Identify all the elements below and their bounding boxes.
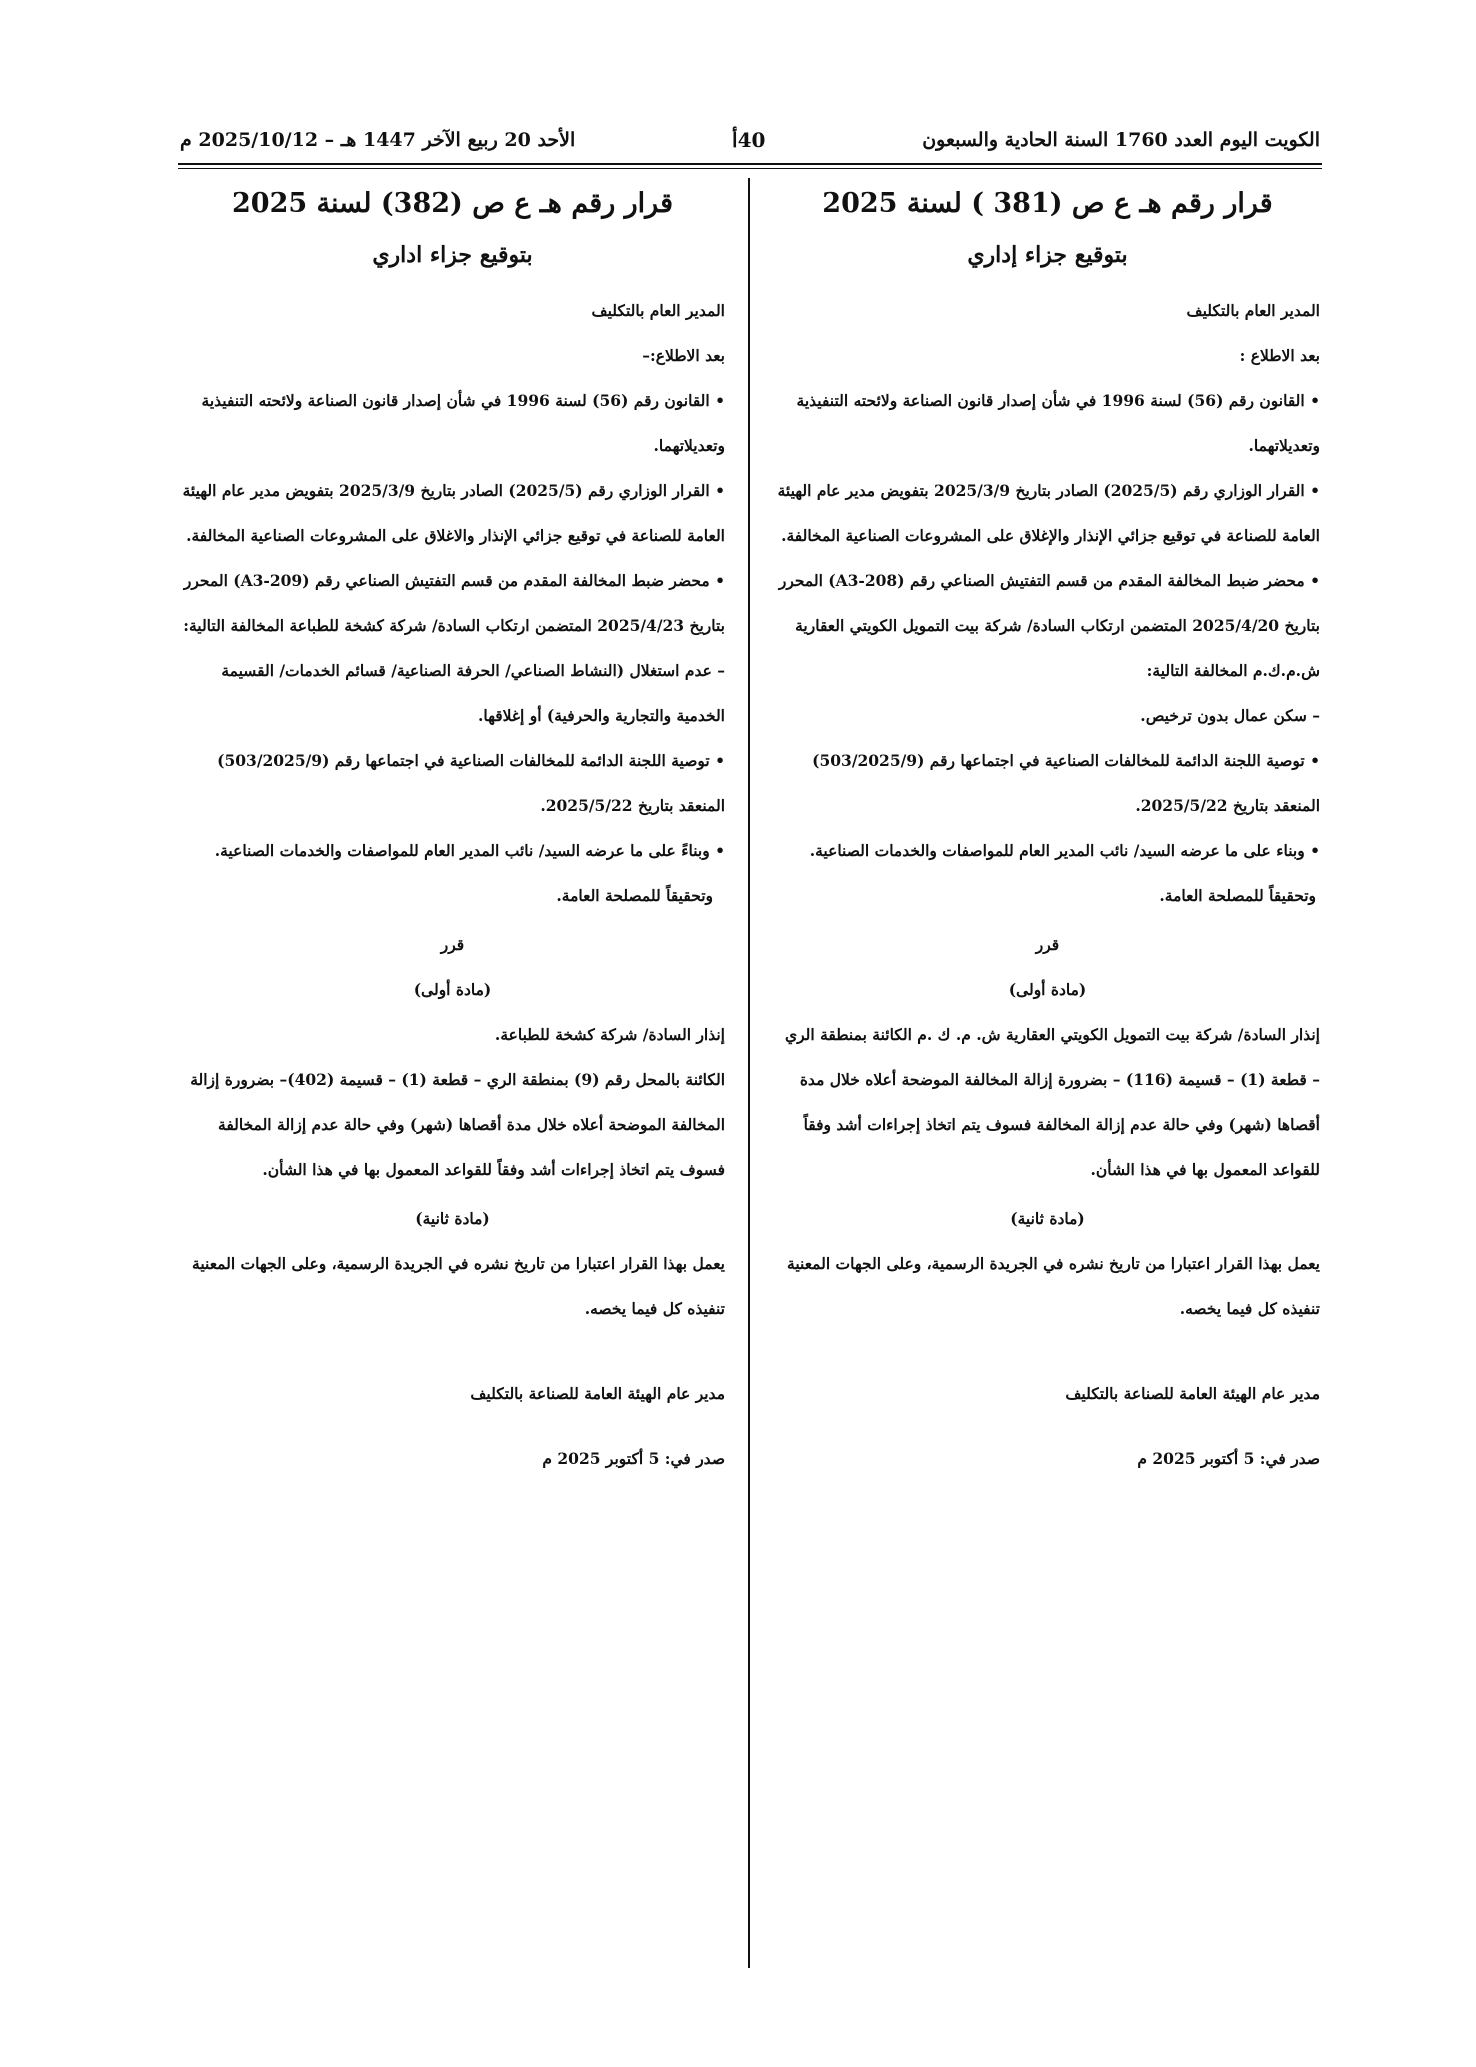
decision-line: وتحقيقاً للمصلحة العامة. [1159,885,1316,905]
decision-381-column [775,186,1320,1496]
article-2-heading: (مادة ثانية) [415,1208,490,1228]
decision-line: المدير العام بالتكليف [1186,300,1320,320]
header-gazette-info: الكويت اليوم العدد 1760 السنة الحادية والسبعون [922,129,1320,151]
signature: مدير عام الهيئة العامة للصناعة بالتكليف [470,1383,725,1403]
decision-line: المدير العام بالتكليف [591,300,725,320]
decision-line: بعد الاطلاع:– [642,345,725,365]
article-2-heading: (مادة ثانية) [1010,1208,1085,1228]
decision-subtitle: بتوقيع جزاء إداري [967,242,1128,269]
decision-line: • محضر ضبط المخالفة المقدم من قسم التفتيش الصناعي رقم (A3-209) المحرر بتاريخ 2025/4/23 المتضمن ارتكاب السادة/ شركة كشخة للطباعة المخالفة التالية: [183,570,725,635]
article-2-text: يعمل بهذا القرار اعتبارا من تاريخ نشره في الجريدة الرسمية، وعلى الجهات المعنية تنفيذه كل فيما يخصه. [192,1253,725,1318]
decision-title: قرار رقم هـ ع ص (382) لسنة 2025 [232,188,673,219]
issued-date: صدر في: 5 أكتوبر 2025 م [542,1448,725,1468]
decision-line: • توصية اللجنة الدائمة للمخالفات الصناعية في اجتماعها رقم (503/2025/9) المنعقد بتاريخ 2025/5/22. [812,750,1320,815]
decision-line: • القرار الوزاري رقم (2025/5) الصادر بتاريخ 2025/3/9 بتفويض مدير عام الهيئة العامة للصناعة في توقيع جزائي الإنذار والإغلاق على المشروعات الصناعية المخالفة. [777,480,1320,545]
decided-heading: قرر [1035,934,1060,954]
decision-line: • محضر ضبط المخالفة المقدم من قسم التفتيش الصناعي رقم (A3-208) المحرر بتاريخ 2025/4/20 المتضمن ارتكاب السادة/ شركة بيت التمويل الكويتي العقارية ش.م.ك.م المخالفة التالية: [778,570,1320,680]
decision-title: قرار رقم هـ ع ص (381 ) لسنة 2025 [822,188,1273,219]
decision-line: – سكن عمال بدون ترخيص. [1140,705,1320,725]
issued-date: صدر في: 5 أكتوبر 2025 م [1137,1448,1320,1468]
decision-line: – عدم استغلال (النشاط الصناعي/ الحرفة الصناعية/ قسائم الخدمات/ القسيمة الخدمية والتجارية والحرفية) أو إغلاقها. [221,660,725,725]
decision-line: • وبناءً على ما عرضه السيد/ نائب المدير العام للمواصفات والخدمات الصناعية. [214,840,725,860]
decision-line: • وبناء على ما عرضه السيد/ نائب المدير العام للمواصفات والخدمات الصناعية. [809,840,1320,860]
decided-heading: قرر [440,934,465,954]
header-rule-thin [178,168,1322,169]
article-1-text-b: الكائنة بالمحل رقم (9) بمنطقة الري – قطعة (1) – قسيمة (402)– بضرورة إزالة المخالفة الموضحة أعلاه خلال مدة أقصاها (شهر) وفي حالة عدم إزالة المخالفة فسوف يتم اتخاذ إجراءات أشد وفقاً للقواعد المعمول بها في هذا الشأن. [190,1069,725,1179]
column-divider [748,178,750,1968]
decision-line: • القرار الوزاري رقم (2025/5) الصادر بتاريخ 2025/3/9 بتفويض مدير عام الهيئة العامة للصناعة في توقيع جزائي الإنذار والاغلاق على المشروعات الصناعية المخالفة. [182,480,725,545]
decision-line: • القانون رقم (56) لسنة 1996 في شأن إصدار قانون الصناعة ولائحته التنفيذية وتعديلاتهما. [796,390,1320,455]
decision-line: • القانون رقم (56) لسنة 1996 في شأن إصدار قانون الصناعة ولائحته التنفيذية وتعديلاتهما. [201,390,725,455]
decision-line: بعد الاطلاع : [1239,345,1320,365]
article-1-heading: (مادة أولى) [1008,979,1087,999]
header-rule-thick [178,163,1322,165]
article-1-text-a: إنذار السادة/ شركة كشخة للطباعة. [494,1024,725,1044]
decision-382-column [180,186,725,1496]
article-1-text: إنذار السادة/ شركة بيت التمويل الكويتي العقارية ش. م. ك .م الكائنة بمنطقة الري – قطعة (1) – قسيمة (116) – بضرورة إزالة المخالفة الموضحة أعلاه خلال مدة أقصاها (شهر) وفي حالة عدم إزالة المخالفة فسوف يتم اتخاذ إجراءات أشد وفقاً للقواعد المعمول بها في هذا الشأن. [784,1024,1320,1179]
signature: مدير عام الهيئة العامة للصناعة بالتكليف [1065,1383,1320,1403]
page-header [180,120,1320,160]
article-2-text: يعمل بهذا القرار اعتبارا من تاريخ نشره في الجريدة الرسمية، وعلى الجهات المعنية تنفيذه كل فيما يخصه. [787,1253,1320,1318]
header-page-number: 40أ [732,128,766,152]
article-1-heading: (مادة أولى) [413,979,492,999]
decision-subtitle: بتوقيع جزاء اداري [372,242,533,269]
header-date: الأحد 20 ربيع الآخر 1447 هـ – 2025/10/12 م [180,129,576,151]
decision-line: وتحقيقاً للمصلحة العامة. [556,885,713,905]
decision-line: • توصية اللجنة الدائمة للمخالفات الصناعية في اجتماعها رقم (503/2025/9) المنعقد بتاريخ 2025/5/22. [217,750,725,815]
